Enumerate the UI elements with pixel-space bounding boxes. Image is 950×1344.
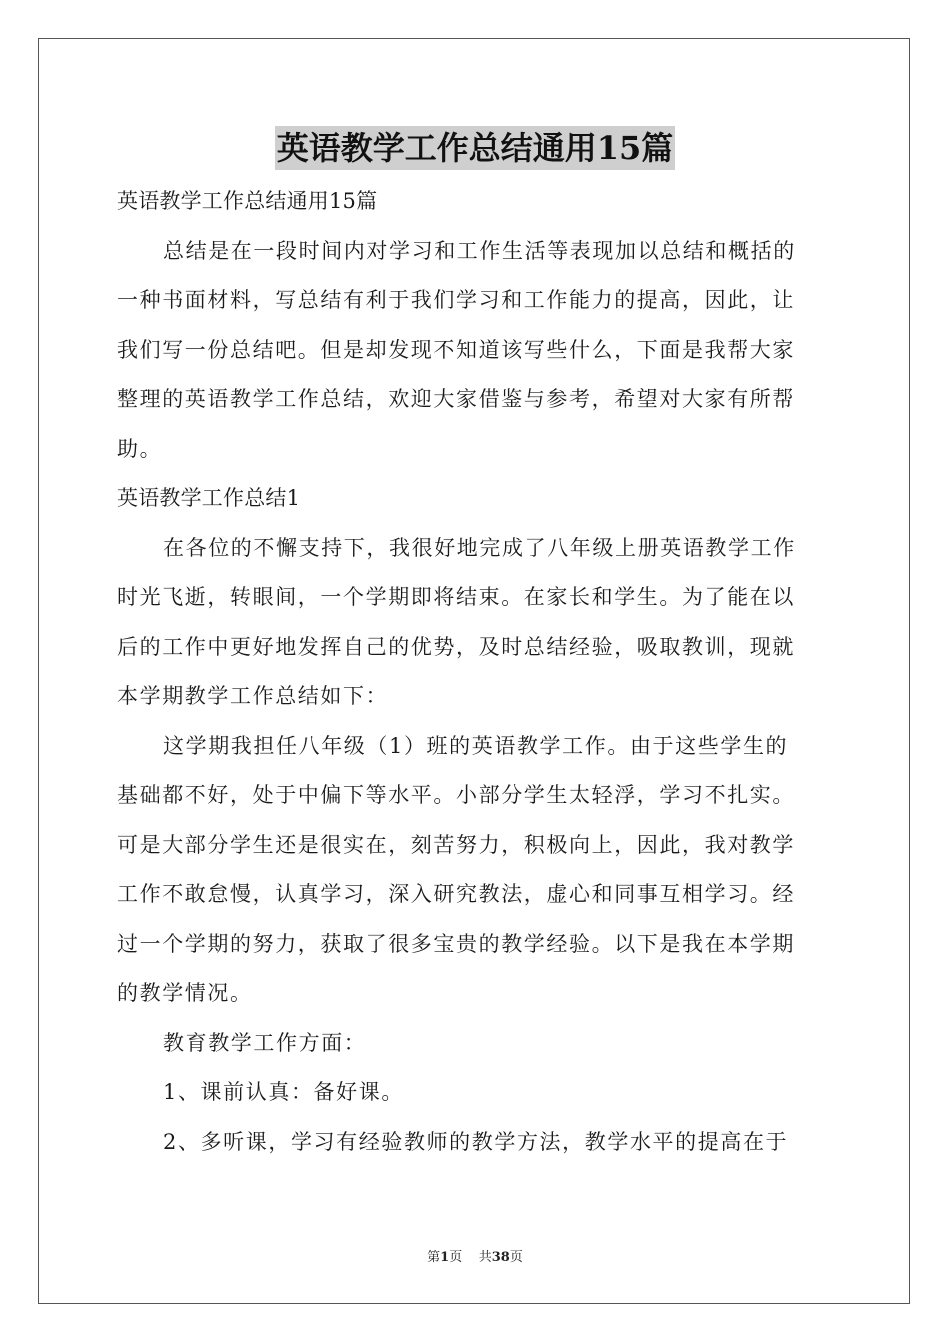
text-line: 总结是在一段时间内对学习和工作生活等表现加以总结和概括的 xyxy=(163,238,796,263)
text-line: 我们写一份总结吧。但是却发现不知道该写些什么，下面是我帮大家 xyxy=(117,337,795,362)
text-line: 的教学情况。 xyxy=(117,981,253,1005)
text-line: 在各位的不懈支持下，我很好地完成了八年级上册英语教学工作 xyxy=(163,535,796,560)
text-line: 工作不敢怠慢，认真学习，深入研究教法，虚心和同事互相学习。经 xyxy=(117,882,795,906)
text-line: 教育教学工作方面： xyxy=(163,1030,367,1055)
page-suffix: 页 xyxy=(449,1250,463,1265)
text-line: 时光飞逝，转眼间，一个学期即将结束。在家长和学生。为了能在以 xyxy=(117,585,795,609)
text-line: 过一个学期的努力，获取了很多宝贵的教学经验。以下是我在本学期 xyxy=(117,931,795,956)
total-prefix: 共 xyxy=(478,1250,492,1265)
text-line: 英语教学工作总结1 xyxy=(117,486,301,510)
page-number: 1 xyxy=(440,1250,450,1265)
page-prefix: 第 xyxy=(427,1250,441,1265)
document-title: 英语教学工作总结通用15篇 xyxy=(275,126,676,170)
text-line: 基础都不好，处于中偏下等水平。小部分学生太轻浮，学习不扎实。 xyxy=(117,783,795,807)
text-line: 本学期教学工作总结如下： xyxy=(117,684,389,708)
text-line: 这学期我担任八年级（1）班的英语教学工作。由于这些学生的 xyxy=(163,733,789,758)
page-footer xyxy=(0,1246,950,1265)
text-line: 2、多听课，学习有经验教师的教学方法，教学水平的提高在于 xyxy=(163,1129,789,1154)
text-line: 助。 xyxy=(117,436,163,461)
title-container xyxy=(0,126,950,170)
text-line: 1、课前认真：备好课。 xyxy=(163,1080,404,1104)
text-line: 英语教学工作总结通用15篇 xyxy=(117,189,378,213)
text-line: 整理的英语教学工作总结，欢迎大家借鉴与参考，希望对大家有所帮 xyxy=(117,387,795,411)
text-line: 后的工作中更好地发挥自己的优势，及时总结经验，吸取教训，现就 xyxy=(117,634,795,659)
text-line: 一种书面材料，写总结有利于我们学习和工作能力的提高，因此，让 xyxy=(117,288,795,312)
total-suffix: 页 xyxy=(509,1250,523,1265)
document-body xyxy=(117,177,833,1167)
total-pages: 38 xyxy=(491,1250,510,1265)
text-line: 可是大部分学生还是很实在，刻苦努力，积极向上，因此，我对教学 xyxy=(117,832,795,857)
